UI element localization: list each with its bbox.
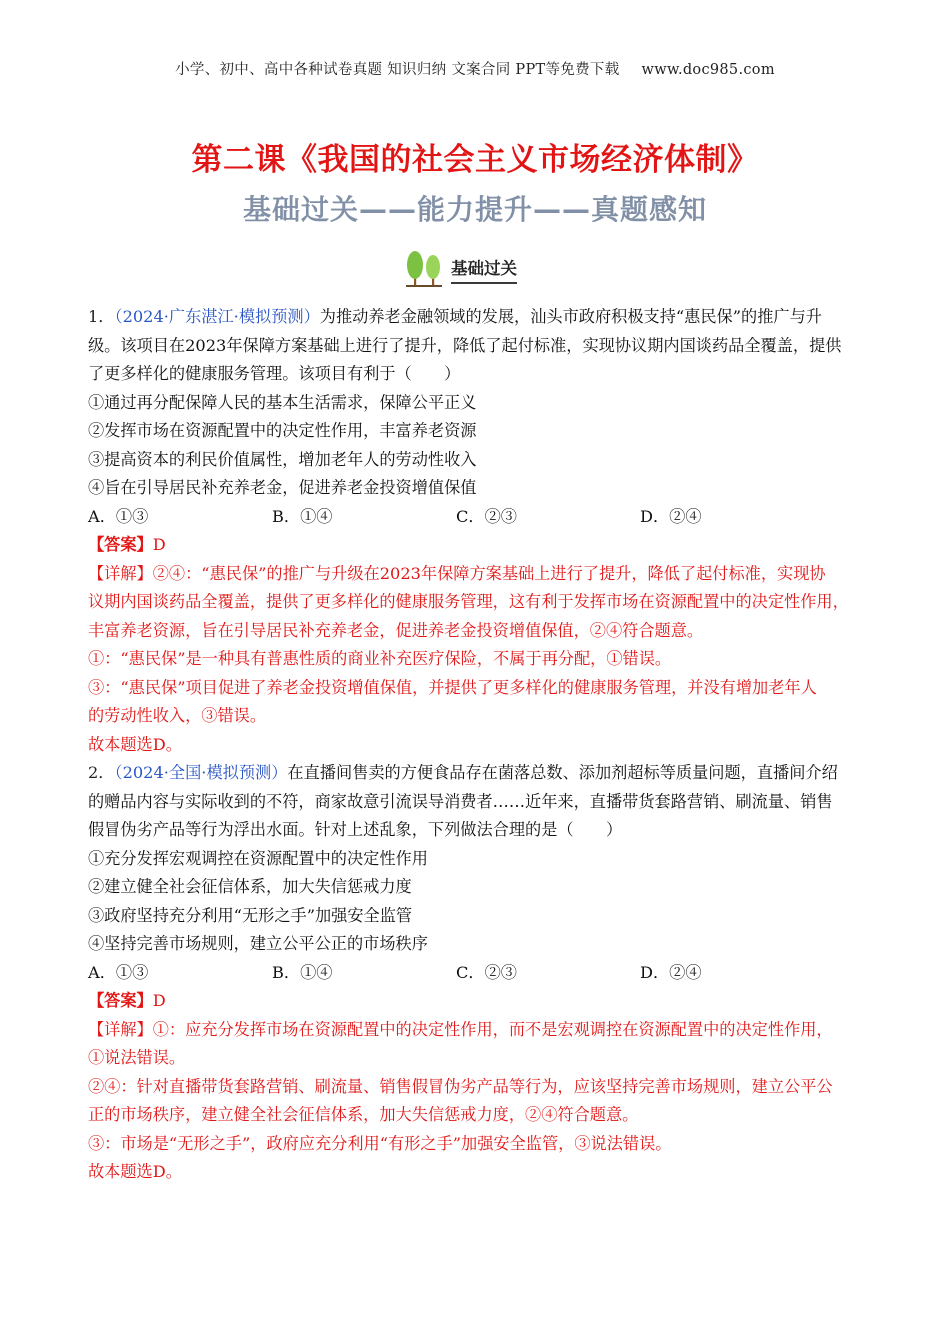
statement: ③提高资本的利民价值属性，增加老年人的劳动性收入 — [88, 449, 477, 469]
detail-line: 正的市场秩序，建立健全社会征信体系，加大失信惩戒力度，②④符合题意。 — [88, 1105, 639, 1124]
option-b: B．①④ — [272, 962, 333, 982]
tree-icon — [403, 250, 445, 288]
statement: ①通过再分配保障人民的基本生活需求，保障公平正义 — [88, 392, 477, 412]
detail-text: ①：应充分发挥市场在资源配置中的决定性作用，而不是宏观调控在资源配置中的决定性作用， — [152, 1019, 833, 1039]
statement: ②建立健全社会征信体系，加大失信惩戒力度 — [88, 877, 412, 896]
detail-label: 【详解】 — [88, 563, 153, 583]
conclusion: 故本题选D。 — [88, 734, 182, 754]
question-stem — [88, 759, 870, 788]
option-d: D．②④ — [640, 506, 702, 526]
question-stem — [88, 303, 870, 332]
detail-line: 议期内国谈药品全覆盖，提供了更多样化的健康服务管理，这有利于发挥市场在资源配置中的决定性作用， — [88, 592, 849, 611]
stem-line: 为推动养老金融领域的发展，汕头市政府积极支持“惠民保”的推广与升 — [319, 307, 822, 326]
detail-line — [88, 1016, 870, 1045]
detail-text: ②④：“惠民保”的推广与升级在2023年保障方案基础上进行了提升，降低了起付标准，实现协 — [152, 563, 826, 583]
detail-line: 丰富养老资源，旨在引导居民补充养老金，促进养老金投资增值保值，②④符合题意。 — [88, 620, 704, 640]
question-1 — [88, 303, 870, 759]
page-title: 第二课《我国的社会主义市场经济体制》 — [191, 142, 759, 178]
question-source[interactable]: （2024·全国·模拟预测） — [114, 763, 288, 782]
header-url[interactable]: www.doc985.com — [641, 62, 775, 78]
detail-line: ①说法错误。 — [88, 1048, 186, 1067]
options-row — [88, 959, 870, 988]
statement: ③政府坚持充分利用“无形之手”加强安全监管 — [88, 905, 413, 925]
detail-line: ③：“惠民保”项目促进了养老金投资增值保值，并提供了更多样化的健康服务管理，并没有增加老年人 — [88, 677, 817, 697]
detail-label: 【详解】 — [88, 1019, 153, 1039]
option-c: C．②③ — [456, 506, 517, 526]
detail-line: ②④：针对直播带货套路营销、刷流量、销售假冒伪劣产品等行为，应该坚持完善市场规则，建立公平公 — [88, 1076, 833, 1096]
question-list — [88, 303, 870, 1187]
answer-value: D — [152, 991, 166, 1010]
stem-line: 了更多样化的健康服务管理。该项目有利于（ ） — [88, 364, 461, 383]
question-source[interactable]: （2024·广东湛江·模拟预测） — [114, 307, 320, 326]
answer-label: 【答案】 — [88, 991, 153, 1010]
detail-line — [88, 560, 870, 589]
answer-value: D — [152, 535, 166, 554]
answer-line — [88, 531, 870, 560]
conclusion: 故本题选D。 — [88, 1162, 182, 1181]
option-d: D．②④ — [640, 962, 702, 982]
stem-line: 在直播间售卖的方便食品存在菌落总数、添加剂超标等质量问题，直播间介绍 — [287, 763, 838, 782]
answer-line — [88, 987, 870, 1016]
statement: ①充分发挥宏观调控在资源配置中的决定性作用 — [88, 848, 428, 868]
option-a: A．①③ — [88, 962, 149, 982]
stem-line: 假冒伪劣产品等行为浮出水面。针对上述乱象，下列做法合理的是（ ） — [88, 820, 623, 839]
statement: ④旨在引导居民补充养老金，促进养老金投资增值保值 — [88, 478, 477, 497]
detail-line: 的劳动性收入，③错误。 — [88, 706, 267, 725]
detail-line: ①：“惠民保”是一种具有普惠性质的商业补充医疗保险，不属于再分配，①错误。 — [88, 649, 672, 668]
option-c: C．②③ — [456, 962, 517, 982]
question-number: 1． — [88, 307, 115, 326]
stem-line: 级。该项目在2023年保障方案基础上进行了提升，降低了起付标准，实现协议期内国谈药品全覆盖，提供 — [88, 335, 842, 355]
page-header — [0, 58, 950, 79]
statement: ④坚持完善市场规则，建立公平公正的市场秩序 — [88, 934, 428, 953]
option-b: B．①④ — [272, 506, 333, 526]
question-number: 2． — [88, 763, 115, 782]
detail-line: ③：市场是“无形之手”，政府应充分利用“有形之手”加强安全监管，③说法错误。 — [88, 1133, 672, 1153]
section-badge — [403, 250, 517, 288]
section-label: 基础过关 — [451, 255, 517, 284]
question-2 — [88, 759, 870, 1187]
page-subtitle: 基础过关——能力提升——真题感知 — [242, 193, 707, 226]
answer-label: 【答案】 — [88, 535, 153, 554]
header-text: 小学、初中、高中各种试卷真题 知识归纳 文案合同 PPT等免费下载 — [175, 62, 620, 78]
stem-line: 的赠品内容与实际收到的不符，商家故意引流误导消费者……近年来，直播带货套路营销、刷流量、销售 — [88, 791, 833, 811]
statement: ②发挥市场在资源配置中的决定性作用，丰富养老资源 — [88, 421, 477, 440]
option-a: A．①③ — [88, 506, 149, 526]
options-row — [88, 503, 870, 532]
